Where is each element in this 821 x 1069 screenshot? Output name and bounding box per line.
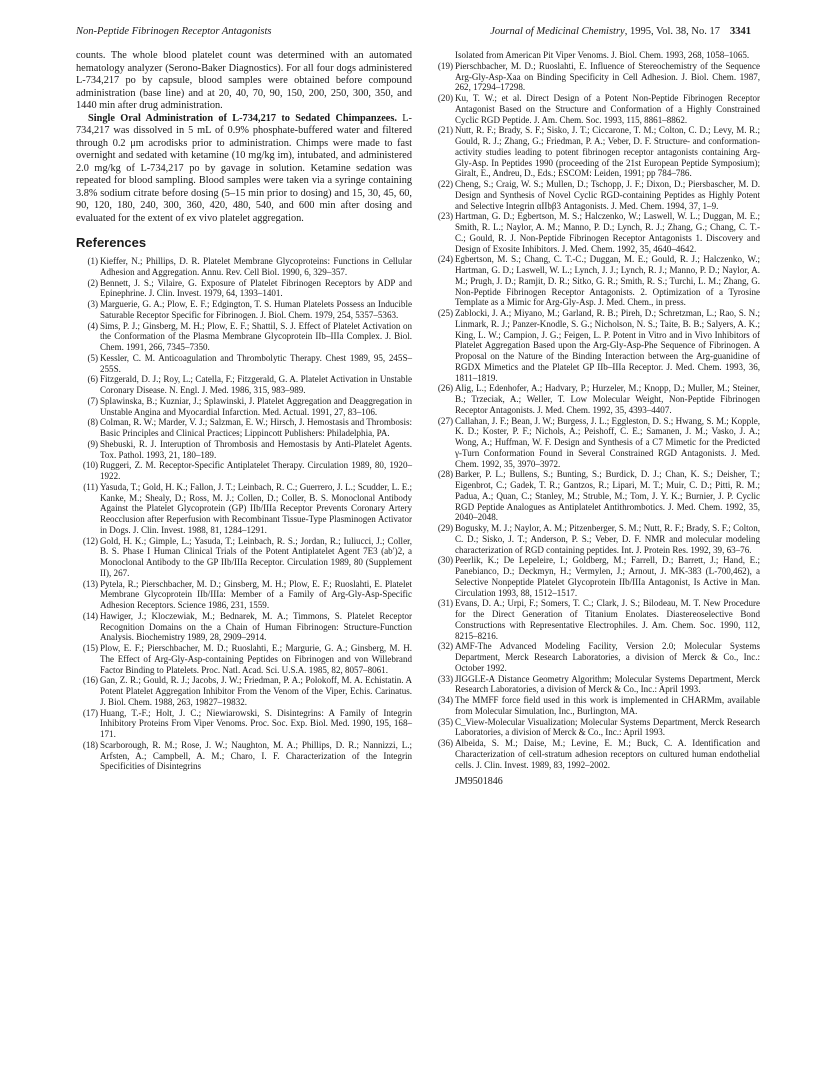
reference-item: [431, 125, 760, 179]
reference-item: [76, 579, 412, 611]
page-number: 3341: [730, 26, 751, 37]
reference-text: Kieffer, N.; Phillips, D. R. Platelet Membrane Glycoproteins: Functions in Cellular Adhesion and Aggregation. Annu. Rev. Cell Biol. 1990, 6, 329–357.: [100, 256, 412, 277]
reference-text: Huang, T.-F.; Holt, J. C.; Niewiarowski, S. Disintegrins: A Family of Integrin Inhibitory Proteins From Viper Venoms. Proc. Soc. Exp. Biol. Med. 1990, 195, 168–171.: [100, 707, 412, 739]
reference-item: [76, 643, 412, 675]
reference-number: (2): [87, 277, 98, 288]
reference-number: (36): [437, 738, 453, 748]
reference-list: [431, 61, 760, 771]
references-heading: References: [76, 235, 147, 250]
section-run-in-heading: Single Oral Administration of L-734,217 to Sedated Chimpanzees.: [88, 112, 397, 124]
paragraph-text: L-734,217 was dissolved in 5 mL of 0.9% phosphate-buffered water and filtered through 0.2 μm acrodisks prior to administration. Chimps were made to fast overnight and sedated with ketamine (10 mg/kg im), intubated, and administered 2.0 mg/kg of L-734,217 po by gavage in solution. Ketamine sedation was repeated for blood sampling. Blood samples were taken via a syringe containing 3.8% sodium citrate before dosing (5–15 min prior to dosing) and 15, 30, 45, 60, 90, 120, 180, 240, 300, 360, 420, 480, 540, and 600 min after dosing and evaluated for the extent of ex vivo platelet aggregation.: [76, 112, 412, 224]
reference-text: Plow, E. F.; Pierschbacher, M. D.; Ruoslahti, E.; Margurie, G. A.; Ginsberg, M. H. The Effect of Arg-Gly-Asp-containing Peptides on Fibrinogen and von Willebrand Factor Binding to Platelets. Proc. Natl. Acad. Sci. U.S.A. 1985, 82, 8057–8061.: [100, 643, 412, 675]
reference-text: Sims, P. J.; Ginsberg, M. H.; Plow, E. F.; Shattil, S. J. Effect of Platelet Activation on the Conformation of the Plasma Membrane Glycoprotein IIb–IIIa Complex. J. Biol. Chem. 1991, 266, 7345–7350.: [100, 320, 412, 352]
reference-number: (23): [437, 211, 453, 222]
reference-number: (31): [437, 598, 453, 609]
reference-item: [76, 374, 412, 396]
reference-text: Marguerie, G. A.; Plow, E. F.; Edgington, T. S. Human Platelets Possess an Inducible Saturable Receptor Specific for Fibrinogen. J. Biol. Chem. 1979, 254, 5357–5363.: [100, 299, 412, 320]
reference-number: (30): [437, 555, 453, 566]
reference-text: Peerlik, K.; De Lepeleire, I.; Goldberg, M.; Farrell, D.; Barrett, J.; Hand, E.; Panebianco, D.; Deckmyn, H.; Vermylen, J.; Arnout, J. MK-383 (L-700,462), a Selective Nonpeptide Platelet Glycoprotein IIb/IIIa Antagonist, Is Active in Man. Circulation 1993, 88, 1512–1517.: [455, 555, 760, 598]
reference-text: Pytela, R.; Pierschbacher, M. D.; Ginsberg, M. H.; Plow, E. F.; Ruoslahti, E. Platelet Membrane Glycoprotein IIb/IIIa: Member of a Family of Arg-Gly-Asp-Specific Adhesion Receptors. Science 1986, 231, 1559.: [100, 578, 412, 610]
reference-text: JIGGLE-A Distance Geometry Algorithm; Molecular Systems Department, Merck Research Laboratories, a division of Merck & Co., Inc.: April 1993.: [455, 673, 760, 695]
running-title: Non-Peptide Fibrinogen Receptor Antagonists: [76, 26, 272, 37]
reference-item: [76, 278, 412, 300]
right-column: [431, 50, 760, 787]
running-header: [76, 26, 751, 40]
reference-text: Bogusky, M. J.; Naylor, A. M.; Pitzenberger, S. M.; Nutt, R. F.; Brady, S. F.; Colton, C. D.; Sisko, J. T.; Anderson, P. S.; Veber, D. F. NMR and molecular modeling characterization of RGD containing peptides. Int. J. Protein Res. 1992, 39, 63–76.: [455, 523, 760, 555]
reference-item: [76, 675, 412, 707]
reference-text: Zablocki, J. A.; Miyano, M.; Garland, R. B.; Pireh, D.; Schretzman, L.; Rao, S. N.; Linmark, R. J.; Panzer-Knodle, S. G.; Nicholson, N. S.; Taite, B. B.; Salyers, A. K.; King, L. W.; Campion, J. G.; Feigen, L. P. Potent in Vitro and in Vivo Inhibitors of Platelet Aggregation Based upon the Arg-Gly-Asp-Phe Sequence of Fibrinogen. A Proposal on the Nature of the Binding Interaction between the Arg-guanidine of RGDX Mimetics and the Platelet GP IIb–IIIa Receptor. J. Med. Chem. 1993, 36, 1811–1819.: [455, 308, 760, 383]
body-paragraph: counts. The whole blood platelet count was determined with an automated hematology analyzer (Serono-Baker Diagnostics). For all four dogs administered L-734,217 po by capsule, blood samples were obtained before compound administration (base line) and at 20, 40, 70, 90, 150, 200, 250, 300, 350, and 1440 min after drug administration.: [76, 50, 412, 111]
left-column: [76, 50, 412, 772]
reference-item: [431, 179, 760, 211]
reference-text: Cheng, S.; Craig, W. S.; Mullen, D.; Tschopp, J. F.; Dixon, D.; Piersbascher, M. D. Design and Synthesis of Novel Cyclic RGD-containing Peptides as Highly Potent and Selective Integrin αIIbβ3 Antagonists. J. Med. Chem. 1994, 37, 1–9.: [455, 179, 760, 211]
reference-item: [431, 674, 760, 696]
reference-text: Bennett, J. S.; Vilaire, G. Exposure of Platelet Fibrinogen Receptors by ADP and Epinephrine. J. Clin. Invest. 1979, 64, 1393–1401.: [100, 277, 412, 299]
reference-item: [431, 93, 760, 125]
reference-number: (35): [437, 716, 453, 727]
reference-number: (28): [437, 469, 453, 480]
reference-item: [76, 439, 412, 461]
reference-continuation: Isolated from American Pit Viper Venoms. J. Biol. Chem. 1993, 268, 1058–1065.: [455, 50, 750, 60]
reference-item: [76, 417, 412, 439]
journal-citation: [490, 26, 751, 37]
reference-item: [431, 211, 760, 254]
reference-text: Nutt, R. F.; Brady, S. F.; Sisko, J. T.; Ciccarone, T. M.; Colton, C. D.; Levy, M. R.; Gould, R. J.; Zhang, G.; Friedman, P. A.; Veber, D. F. Structure- and conformation-activity studies leading to potent fibrinogen receptor antagonists containing Arg-Gly-Asp. In Peptides 1990 (proceeding of the 21st European Peptide Symposium); Giralt, E., Andreu, D., Eds.; ESCOM: Leiden, 1991; pp 784–786.: [455, 125, 760, 179]
reference-item: [431, 641, 760, 673]
reference-item: [431, 555, 760, 598]
reference-item: [431, 717, 760, 739]
reference-item: [431, 469, 760, 523]
reference-number: (19): [437, 60, 453, 71]
reference-text: Hawiger, J.; Kloczewiak, M.; Bednarek, M. A.; Timmons, S. Platelet Receptor Recognition Domains on the a Chain of Human Fibrinogen: Structure-Function Analysis. Biochemistry 1989, 28, 2909–2914.: [100, 610, 412, 643]
reference-text: Yasuda, T.; Gold, H. K.; Fallon, J. T.; Leinbach, R. C.; Guerrero, J. L.; Scudder, L. E.; Kanke, M.; Shealy, D.; Ross, M. J.; Collen, D.; Coller, B. S. Monoclonal Antibody Against the Platelet Glycoprotein (GP) IIb/IIIa Receptor Prevents Coronary Artery Reocclusion after Reperfusion with Recombinant Tissue-Type Plasminogen Activator in Dogs. J. Clin. Invest. 1988, 81, 1284–1291.: [100, 481, 412, 535]
reference-number: (26): [437, 383, 453, 394]
reference-text: Colman, R. W.; Marder, V. J.; Salzman, E. W.; Hirsch, J. Hemostasis and Thrombosis: Basic Principles and Clinical Practices; Lippincott Publishers: Philadelphia, PA.: [100, 417, 412, 438]
reference-item: [76, 396, 412, 418]
reference-item: [76, 299, 412, 321]
reference-item: [431, 254, 760, 308]
reference-number: (18): [82, 739, 98, 750]
reference-item: [431, 383, 760, 415]
reference-number: (5): [87, 352, 98, 363]
reference-number: (3): [87, 299, 98, 309]
reference-number: (12): [82, 535, 98, 546]
reference-number: (7): [87, 395, 98, 406]
reference-number: (32): [437, 641, 453, 652]
reference-text: AMF-The Advanced Modeling Facility, Version 2.0; Molecular Systems Department, Merck Research Laboratories, a division of Merck & Co., Inc.: October 1992.: [455, 641, 760, 673]
reference-number: (14): [82, 610, 98, 621]
reference-item: [431, 598, 760, 641]
body-paragraph: [76, 113, 412, 226]
reference-number: (17): [82, 707, 98, 718]
reference-item: [76, 482, 412, 536]
reference-number: (13): [82, 578, 98, 589]
reference-number: (16): [82, 675, 98, 686]
reference-item: [76, 353, 412, 375]
reference-text: Ku, T. W.; et al. Direct Design of a Potent Non-Peptide Fibrinogen Receptor Antagonist Based on the Structure and Conformation of a Highly Constrained Cyclic RGD Peptide. J. Am. Chem. Soc. 1993, 115, 8861–8862.: [455, 93, 760, 125]
reference-text: Gold, H. K.; Gimple, L.; Yasuda, T.; Leinbach, R. S.; Jordan, R.; Iuliucci, J.; Coller, B. S. Phase I Human Clinical Trials of the Potent Antiplatelet Agent 7E3 (ab′)2, a Monoclonal Antibody to the GP IIb/IIIa Receptor. Circulation 1989, 80 (Supplement II), 267.: [100, 535, 412, 578]
reference-text: Alig, L.; Edenhofer, A.; Hadvary, P.; Hurzeler, M.; Knopp, D.; Muller, M.; Steiner, B.; Trzeciak, A.; Weller, T. Low Molecular Weight, Non-Peptide Fibrinogen Receptor Antagonists. J. Med. Chem. 1992, 35, 4393–4407.: [455, 383, 760, 415]
reference-text: Callahan, J. F.; Bean, J. W.; Burgess, J. L.; Eggleston, D. S.; Hwang, S. M.; Kopple, K. D.; Koster, P. F.; Nichols, A.; Peishoff, C. E.; Samanen, J. M.; Vasko, J. A.; Wong, A.; Huffman, W. F. Design and Synthesis of a C7 Mimetic for the Predicted γ-Turn Conformation Found in Several Constrained RGD Antagonists. J. Med. Chem. 1992, 35, 3970–3972.: [455, 415, 760, 469]
reference-number: (9): [87, 438, 98, 449]
journal-volume: , 1995, Vol. 38, No. 17: [624, 26, 720, 37]
reference-item: [76, 256, 412, 278]
reference-item: [76, 611, 412, 643]
reference-text: Hartman, G. D.; Egbertson, M. S.; Halczenko, W.; Laswell, W. L.; Duggan, M. E.; Smith, R. L.; Naylor, A. M.; Manno, P. D.; Lynch, R. J.; Zhang, G.; Chang, C. T.-C.; Gould, R. J. Non-Peptide Fibrinogen Receptor Antagonists 1. Discovery and Design of Exosite Inhibitors. J. Med. Chem. 1992, 35, 4640–4642.: [455, 211, 760, 254]
reference-number: (25): [437, 308, 453, 318]
reference-number: (22): [437, 179, 453, 189]
reference-number: (10): [82, 460, 98, 471]
reference-number: (6): [87, 374, 98, 385]
reference-item: [76, 321, 412, 353]
reference-list: [76, 256, 412, 772]
reference-number: (34): [437, 695, 453, 705]
reference-text: Albeida, S. M.; Daise, M.; Levine, E. M.; Buck, C. A. Identification and Characterization of cell-stratum adhesion receptors on cultured human endothelial cells. J. Clin. Invest. 1989, 83, 1992–2002.: [455, 738, 760, 770]
reference-item: [76, 740, 412, 772]
reference-number: (8): [87, 417, 98, 428]
reference-text: Ruggeri, Z. M. Receptor-Specific Antiplatelet Therapy. Circulation 1989, 80, 1920–1922.: [100, 460, 412, 481]
reference-item: [431, 308, 760, 383]
reference-item: [431, 695, 760, 717]
reference-text: Gan, Z. R.; Gould, R. J.; Jacobs, J. W.; Friedman, P. A.; Polokoff, M. A. Echistatin. A Potent Platelet Aggregation Inhibitor From the Venom of the Viper, Echis. Carinatus. J. Biol. Chem. 1988, 263, 19827–19832.: [100, 675, 412, 707]
reference-item: [76, 708, 412, 740]
reference-text: Shebuski, R. J. Interuption of Thrombosis and Hemostasis by Anti-Platelet Agents. Tox. Pathol. 1993, 21, 180–189.: [100, 438, 412, 460]
journal-name: Journal of Medicinal Chemistry: [490, 26, 625, 37]
reference-number: (15): [82, 643, 98, 653]
reference-number: (1): [87, 256, 98, 266]
reference-item: [431, 61, 760, 93]
reference-text: Splawinska, B.; Kuzniar, J.; Splawinski, J. Platelet Aggregation and Deaggregation in Unstable Angina and Myocardial Infarction. Med. Actual. 1991, 27, 83–106.: [100, 395, 412, 417]
reference-item: [76, 460, 412, 482]
reference-item: [431, 416, 760, 470]
reference-text: Fitzgerald, D. J.; Roy, L.; Catella, F.; Fitzgerald, G. A. Platelet Activation in Unstable Coronary Disease. N. Engl. J. Med. 1986, 315, 983–989.: [100, 374, 412, 395]
reference-item: [431, 738, 760, 770]
reference-number: (27): [437, 415, 453, 426]
reference-number: (24): [437, 254, 453, 265]
reference-number: (21): [437, 125, 453, 136]
manuscript-code: JM9501846: [455, 776, 503, 788]
reference-text: Barker, P. L.; Bullens, S.; Bunting, S.; Burdick, D. J.; Chan, K. S.; Deisher, T.; Eigenbrot, C.; Gadek, T. R.; Gantzos, R.; Lipari, M. T.; Muir, C. D.; Pitti, R. M.; Padua, A.; Quan, C.; Stanley, M.; Struble, M.; Tom, J. Y. K.; Burnier, J. P. Cyclic RGD Peptide Analogues as Antiplatelet Antithrombotics. J. Med. Chem. 1992, 35, 2040–2048.: [455, 469, 760, 523]
reference-text: Egbertson, M. S.; Chang, C. T.-C.; Duggan, M. E.; Gould, R. J.; Halczenko, W.; Hartman, G. D.; Laswell, W. L.; Lynch, J. J.; Lynch, R. J.; Manno, P. D.; Naylor, A. M.; Prugh, J. D.; Ramjit, D. R.; Sitko, G. R.; Smith, R. S.; Turchi, L. M.; Zhang, G. Non-Peptide Fibrinogen Receptor Antagonists. 2. Optimization of a Tyrosine Template as a Mimic for Arg-Gly-Asp. J. Med. Chem., in press.: [455, 254, 760, 308]
reference-number: (20): [437, 93, 453, 103]
reference-text: The MMFF force field used in this work is implemented in CHARMm, available from Molecular Simulation, Inc., Burlington, MA.: [455, 695, 760, 716]
reference-text: C_View-Molecular Visualization; Molecular Systems Department, Merck Research Laboratories, a division of Merck & Co., Inc.: April 1993.: [455, 716, 760, 738]
reference-item: [76, 536, 412, 579]
reference-text: Evans, D. A.; Urpi, F.; Somers, T. C.; Clark, J. S.; Bilodeau, M. T. New Procedure for the Direct Generation of Titanium Enolates. Diastereoselective Bond Constructions with Representative Electrophiles. J. Am. Chem. Soc. 1990, 112, 8215–8216.: [455, 598, 760, 641]
reference-number: (29): [437, 523, 453, 533]
reference-number: (4): [87, 320, 98, 331]
reference-number: (11): [83, 481, 98, 492]
reference-number: (33): [437, 673, 453, 684]
reference-text: Scarborough, R. M.; Rose, J. W.; Naughton, M. A.; Phillips, D. R.; Nannizzi, L.; Arfsten, A.; Campbell, A. M.; Charo, I. F. Characterization of the Integrin Specificities of Disintegrins: [100, 739, 412, 772]
reference-text: Pierschbacher, M. D.; Ruoslahti, E. Influence of Stereochemistry of the Sequence Arg-Gly-Asp-Xaa on Binding Specificity in Cell Adhesion. J. Biol. Chem. 1987, 262, 17294–17298.: [455, 60, 760, 93]
reference-item: [431, 523, 760, 555]
reference-text: Kessler, C. M. Anticoagulation and Thrombolytic Therapy. Chest 1989, 95, 245S–255S.: [100, 352, 412, 374]
